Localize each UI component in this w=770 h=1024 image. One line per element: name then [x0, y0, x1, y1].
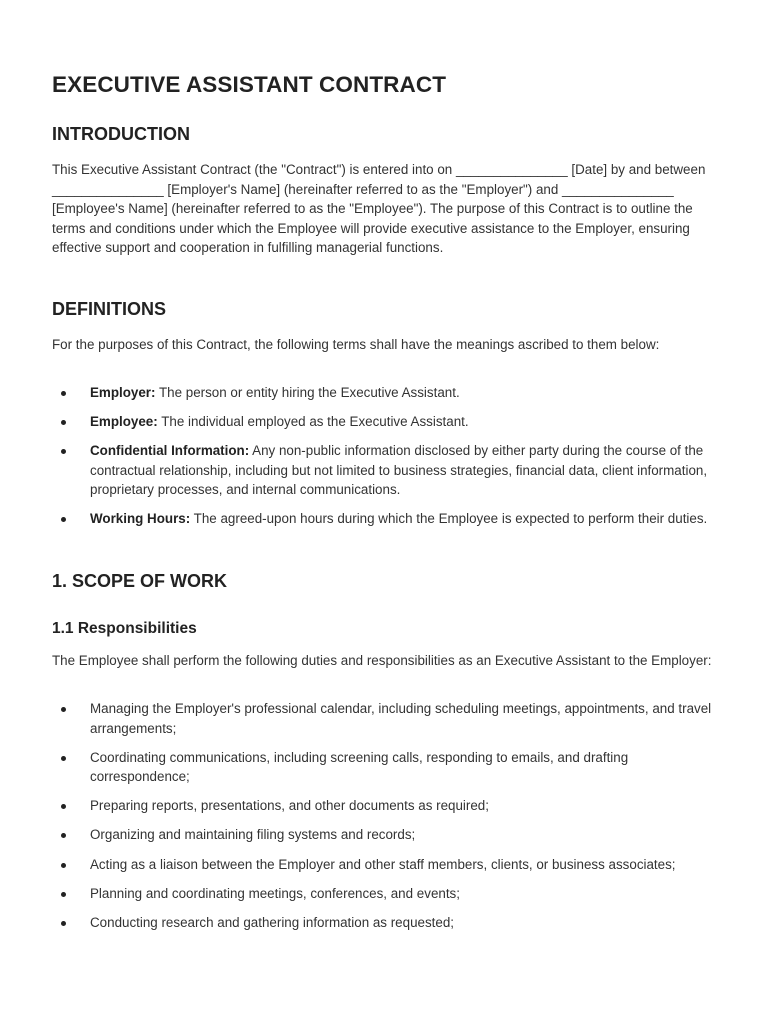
responsibility-text: Acting as a liaison between the Employer and other staff members, clients, or business associates; [90, 856, 676, 872]
responsibilities-heading: 1.1 Responsibilities [52, 620, 197, 637]
bullet-icon [61, 420, 66, 425]
responsibility-item [52, 748, 712, 787]
definitions-heading: DEFINITIONS [52, 299, 167, 319]
document-title: EXECUTIVE ASSISTANT CONTRACT [52, 72, 447, 97]
responsibility-text: Conducting research and gathering information as requested; [90, 914, 455, 930]
responsibilities-intro: The Employee shall perform the following duties and responsibilities as an Executive Assistant to the Employer: [52, 653, 712, 668]
responsibility-text: Coordinating communications, including screening calls, responding to emails, and drafting correspondence; [90, 749, 629, 785]
definitions-list [52, 383, 712, 539]
definition-item-employer [52, 383, 712, 403]
bullet-icon [61, 756, 66, 761]
definition-term: Employer: [90, 385, 156, 400]
introduction-heading: INTRODUCTION [52, 124, 190, 144]
responsibility-item [52, 796, 712, 816]
responsibility-text: Organizing and maintaining filing systems and records; [90, 827, 416, 843]
responsibility-text: Preparing reports, presentations, and other documents as required; [90, 798, 489, 814]
definition-term: Confidential Information: [90, 443, 250, 459]
bullet-icon [61, 892, 66, 897]
responsibilities-list [52, 699, 712, 942]
responsibility-item [52, 913, 712, 933]
introduction-paragraph: This Executive Assistant Contract (the "Contract") is entered into on _______________ [Date] by and between _______________ [Employer's Name] (hereinafter referred to as the "Employer") and _______________ [Employee's Name] (hereinafter referred to as the "Employee"). The purpose of this Contract is to outline the terms and conditions under which the Employee will provide executive assistance to the Employer, ensuring effective support and cooperation in fulfilling managerial functions. [52, 162, 706, 256]
definition-text: The agreed-upon hours during which the Employee is expected to perform their duties. [190, 511, 708, 527]
definition-text: Any non-public information disclosed by either party during the course of the contractual relationship, including but not limited to business strategies, financial data, client information, proprietary processes, and internal communications. [90, 443, 708, 498]
definition-text: The person or entity hiring the Executive Assistant. [155, 385, 460, 400]
definition-text: The individual employed as the Executive Assistant. [157, 414, 469, 430]
definitions-intro: For the purposes of this Contract, the following terms shall have the meanings ascribed to them below: [52, 337, 660, 352]
responsibility-item [52, 699, 712, 738]
bullet-icon [61, 449, 66, 454]
definition-item-confidential-information [52, 441, 712, 500]
definition-item-working-hours [52, 509, 712, 529]
bullet-icon [61, 833, 66, 838]
definition-item-employee [52, 412, 712, 432]
bullet-icon [61, 391, 66, 396]
responsibility-item [52, 825, 712, 845]
bullet-icon [61, 863, 66, 868]
bullet-icon [61, 921, 66, 926]
definition-term: Working Hours: [90, 511, 191, 527]
responsibility-item [52, 855, 712, 875]
responsibility-item [52, 884, 712, 904]
bullet-icon [61, 517, 66, 522]
bullet-icon [61, 707, 66, 712]
responsibility-text: Planning and coordinating meetings, conferences, and events; [90, 885, 460, 901]
scope-of-work-heading: 1. SCOPE OF WORK [52, 571, 228, 591]
bullet-icon [61, 804, 66, 809]
responsibility-text: Managing the Employer's professional calendar, including scheduling meetings, appointments, and travel arrangements; [90, 701, 712, 736]
definition-term: Employee: [90, 414, 158, 430]
